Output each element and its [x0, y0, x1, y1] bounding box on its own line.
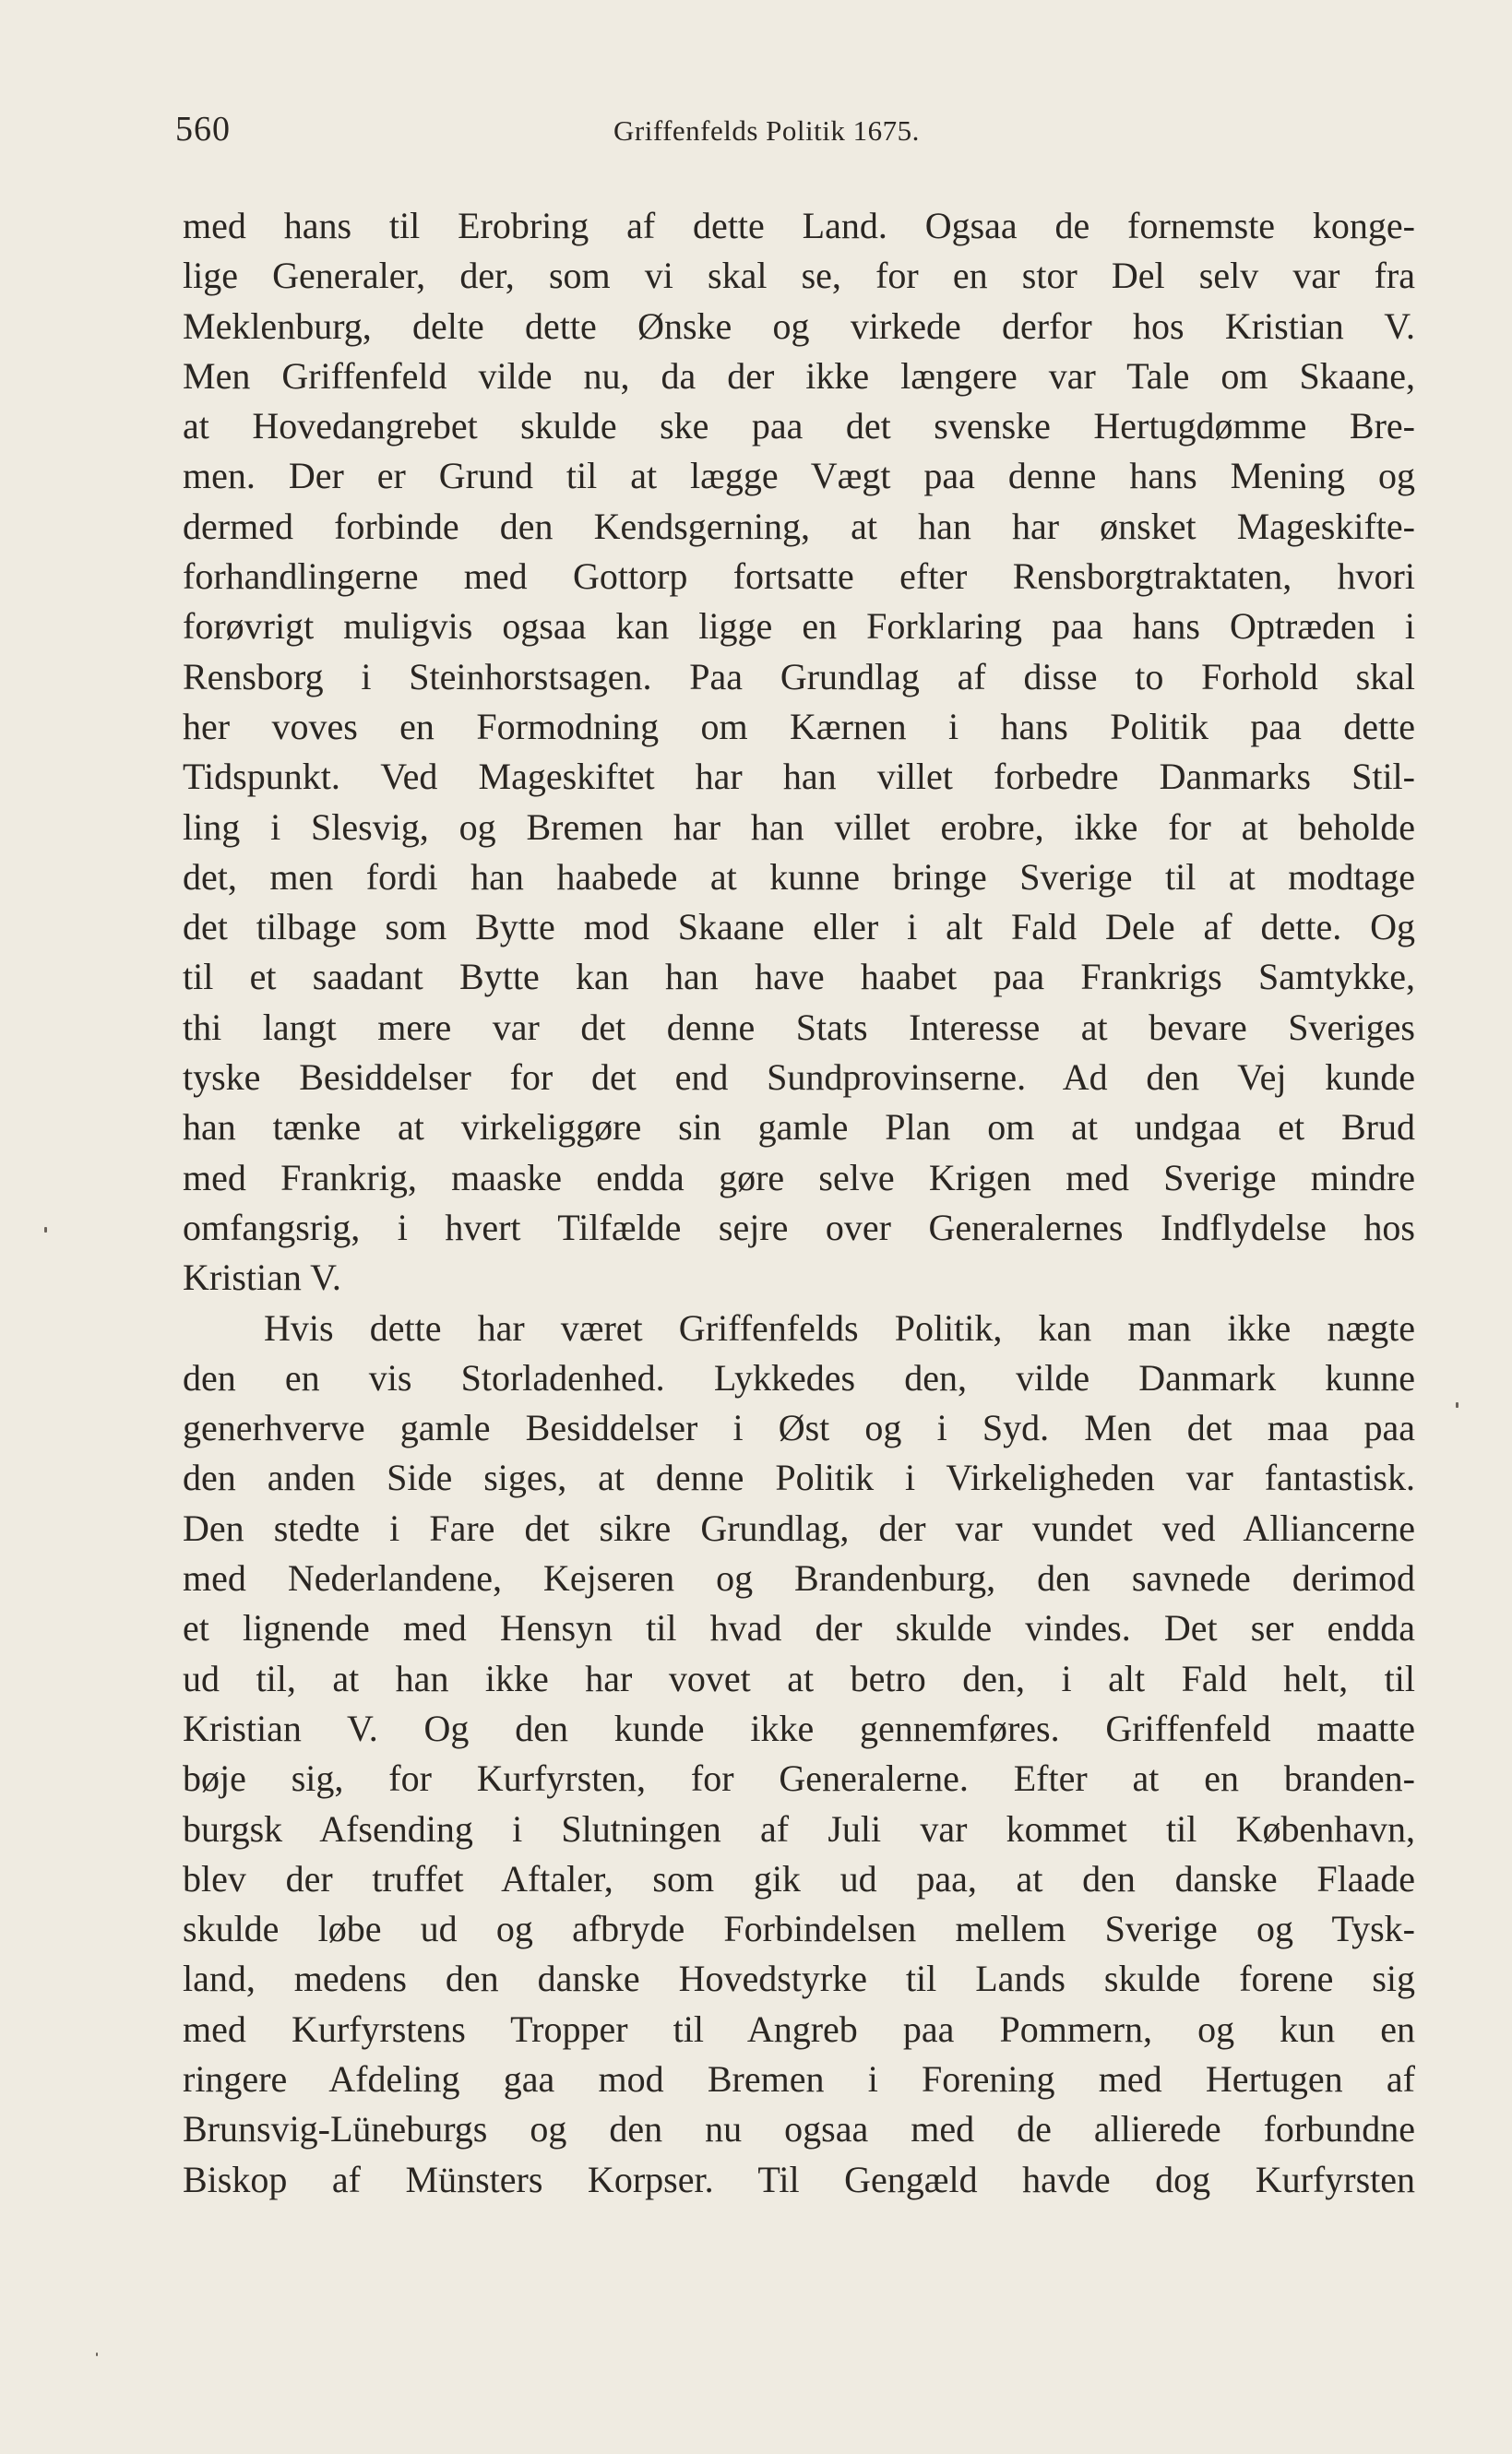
text-line: her voves en Formodning om Kærnen i hans Politik paa dette	[183, 705, 1415, 747]
text-line: den en vis Storladenhed. Lykkedes den, vilde Danmark kunne	[183, 1356, 1415, 1399]
text-line: land, medens den danske Hovedstyrke til Lands skulde forene sig	[183, 1958, 1415, 2000]
text-line: Kristian V. Og den kunde ikke gennemføres. Griffenfeld maatte	[183, 1707, 1415, 1749]
margin-speck	[1456, 1402, 1458, 1408]
text-line: Brunsvig-Lüneburgs og den nu ogsaa med de allierede forbundne	[183, 2108, 1415, 2150]
text-line: den anden Side siges, at denne Politik i Virkeligheden var fantastisk.	[183, 1457, 1415, 1499]
text-line: det, men fordi han haabede at kunne bringe Sverige til at modtage	[183, 855, 1415, 898]
text-line: med Frankrig, maaske endda gøre selve Krigen med Sverige mindre	[183, 1156, 1415, 1198]
text-line: forhandlingerne med Gottorp fortsatte efter Rensborgtraktaten, hvori	[183, 555, 1415, 598]
text-line: generhverve gamle Besiddelser i Øst og i Syd. Men det maa paa	[183, 1407, 1415, 1449]
text-line: blev der truffet Aftaler, som gik ud paa, at den danske Flaade	[183, 1857, 1415, 1900]
text-line: et lignende med Hensyn til hvad der skulde vindes. Det ser endda	[183, 1607, 1415, 1650]
page-number: 560	[175, 110, 231, 149]
text-line: Rensborg i Steinhorstsagen. Paa Grundlag af disse to Forhold skal	[183, 655, 1415, 697]
text-line: burgsk Afsending i Slutningen af Juli var kommet til København,	[183, 1807, 1415, 1850]
text-line: ling i Slesvig, og Bremen har han villet erobre, ikke for at beholde	[183, 805, 1415, 848]
page-header	[175, 109, 1430, 155]
text-line: med hans til Erobring af dette Land. Ogsaa de fornemste konge-	[183, 205, 1415, 246]
text-line: omfangsrig, i hvert Tilfælde sejre over Generalernes Indflydelse hos	[183, 1206, 1415, 1248]
text-line: med Kurfyrstens Tropper til Angreb paa Pommern, og kun en	[183, 2007, 1415, 2050]
text-line: Tidspunkt. Ved Mageskiftet har han villet forbedre Danmarks Stil-	[183, 756, 1415, 798]
text-line: det tilbage som Bytte mod Skaane eller i alt Fald Dele af dette. Og	[183, 906, 1415, 948]
text-line: lige Generaler, der, som vi skal se, for en stor Del selv var fra	[183, 255, 1415, 297]
margin-speck	[96, 2353, 98, 2356]
text-line: Den stedte i Fare det sikre Grundlag, der var vundet ved Alliancerne	[183, 1507, 1415, 1549]
text-line: bøje sig, for Kurfyrsten, for Generalerne. Efter at en branden-	[183, 1757, 1415, 1800]
paragraph-start-line: Hvis dette har været Griffenfelds Politik, kan man ikke nægte	[264, 1306, 1415, 1349]
text-line: han tænke at virkeliggøre sin gamle Plan om at undgaa et Brud	[183, 1106, 1415, 1149]
text-line: til et saadant Bytte kan han have haabet paa Frankrigs Samtykke,	[183, 956, 1415, 998]
paragraph-end-line: Kristian V.	[183, 1257, 341, 1299]
text-line: dermed forbinde den Kendsgerning, at han har ønsket Mageskifte-	[183, 505, 1415, 547]
text-line: ud til, at han ikke har vovet at betro den, i alt Fald helt, til	[183, 1657, 1415, 1699]
text-line: Meklenburg, delte dette Ønske og virkede derfor hos Kristian V.	[183, 304, 1415, 347]
text-line: Men Griffenfeld vilde nu, da der ikke længere var Tale om Skaane,	[183, 354, 1415, 397]
margin-speck	[44, 1227, 47, 1233]
running-title: Griffenfelds Politik 1675.	[613, 114, 920, 147]
text-line: at Hovedangrebet skulde ske paa det svenske Hertugdømme Bre-	[183, 405, 1415, 447]
text-line: forøvrigt muligvis ogsaa kan ligge en Forklaring paa hans Optræden i	[183, 605, 1415, 648]
text-line: men. Der er Grund til at lægge Vægt paa denne hans Mening og	[183, 455, 1415, 497]
text-line: thi langt mere var det denne Stats Interesse at bevare Sveriges	[183, 1006, 1415, 1048]
text-line: skulde løbe ud og afbryde Forbindelsen mellem Sverige og Tysk-	[183, 1908, 1415, 1950]
text-line: tyske Besiddelser for det end Sundprovinserne. Ad den Vej kunde	[183, 1056, 1415, 1099]
text-line: ringere Afdeling gaa mod Bremen i Forening med Hertugen af	[183, 2057, 1415, 2100]
body-text	[183, 201, 1415, 2205]
text-line: Biskop af Münsters Korpser. Til Gengæld havde dog Kurfyrsten	[183, 2158, 1415, 2200]
text-line: med Nederlandene, Kejseren og Brandenburg, den savnede derimod	[183, 1557, 1415, 1600]
